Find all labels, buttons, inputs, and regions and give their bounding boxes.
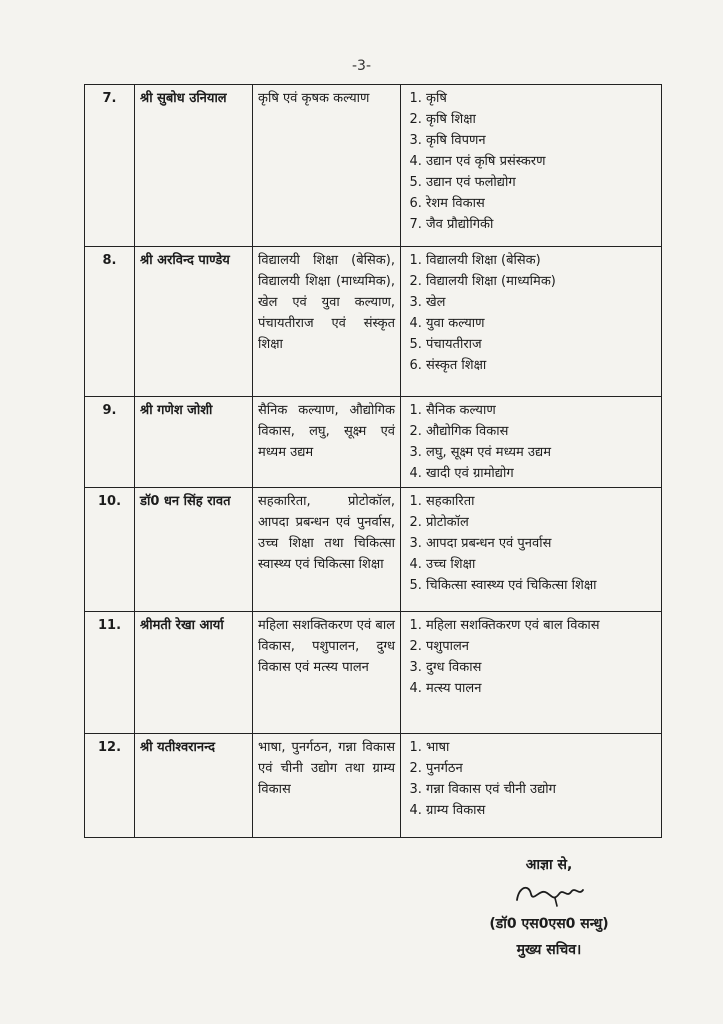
department-summary: भाषा, पुनर्गठन, गन्ना विकास एवं चीनी उद्योग तथा ग्राम्य विकास bbox=[253, 734, 401, 838]
order-text: आज्ञा से, bbox=[525, 857, 573, 873]
list-item: 3. खेल bbox=[426, 292, 656, 313]
list-item: 6. संस्कृत शिक्षा bbox=[426, 355, 656, 376]
department-list-cell bbox=[401, 397, 662, 488]
table-row bbox=[85, 734, 662, 838]
department-list-cell bbox=[401, 247, 662, 397]
list-item: 4. खादी एवं ग्रामोद्योग bbox=[426, 463, 656, 484]
department-list-cell bbox=[401, 734, 662, 838]
list-item: 5. पंचायतीराज bbox=[426, 334, 656, 355]
table-row bbox=[85, 488, 662, 612]
list-item: 3. कृषि विपणन bbox=[426, 130, 656, 151]
signatory-designation: मुख्य सचिव। bbox=[516, 942, 582, 958]
signature-block bbox=[464, 852, 634, 963]
department-list-cell bbox=[401, 612, 662, 734]
list-item: 2. प्रोटोकॉल bbox=[426, 512, 656, 533]
list-item: 3. गन्ना विकास एवं चीनी उद्योग bbox=[426, 779, 656, 800]
minister-name: श्री यतीश्वरानन्द bbox=[135, 734, 253, 838]
list-item: 3. दुग्ध विकास bbox=[426, 657, 656, 678]
list-item: 1. सहकारिता bbox=[426, 491, 656, 512]
list-item: 2. पुनर्गठन bbox=[426, 758, 656, 779]
serial-number: 10. bbox=[85, 488, 135, 612]
page-number: -3- bbox=[351, 58, 371, 74]
list-item: 1. सैनिक कल्याण bbox=[426, 400, 656, 421]
department-list bbox=[406, 491, 656, 596]
table-row bbox=[85, 85, 662, 247]
minister-name: श्री गणेश जोशी bbox=[135, 397, 253, 488]
serial-number: 9. bbox=[85, 397, 135, 488]
department-summary: सैनिक कल्याण, औद्योगिक विकास, लघु, सूक्ष्म एवं मध्यम उद्यम bbox=[253, 397, 401, 488]
list-item: 1. कृषि bbox=[426, 88, 656, 109]
department-list bbox=[406, 250, 656, 376]
serial-number: 11. bbox=[85, 612, 135, 734]
list-item: 4. उच्च शिक्षा bbox=[426, 554, 656, 575]
signatory-name: (डॉ0 एस0एस0 सन्धु) bbox=[489, 916, 609, 932]
list-item: 1. विद्यालयी शिक्षा (बेसिक) bbox=[426, 250, 656, 271]
minister-name: श्री अरविन्द पाण्डेय bbox=[135, 247, 253, 397]
serial-number: 8. bbox=[85, 247, 135, 397]
signature-scribble-icon bbox=[509, 880, 589, 908]
department-list bbox=[406, 400, 656, 484]
department-list-cell bbox=[401, 488, 662, 612]
department-summary: कृषि एवं कृषक कल्याण bbox=[253, 85, 401, 247]
department-summary: महिला सशक्तिकरण एवं बाल विकास, पशुपालन, दुग्ध विकास एवं मत्स्य पालन bbox=[253, 612, 401, 734]
list-item: 4. उद्यान एवं कृषि प्रसंस्करण bbox=[426, 151, 656, 172]
list-item: 2. पशुपालन bbox=[426, 636, 656, 657]
department-list bbox=[406, 615, 656, 699]
department-list-cell bbox=[401, 85, 662, 247]
list-item: 4. मत्स्य पालन bbox=[426, 678, 656, 699]
list-item: 4. युवा कल्याण bbox=[426, 313, 656, 334]
serial-number: 12. bbox=[85, 734, 135, 838]
list-item: 6. रेशम विकास bbox=[426, 193, 656, 214]
department-list bbox=[406, 88, 656, 235]
list-item: 3. आपदा प्रबन्धन एवं पुनर्वास bbox=[426, 533, 656, 554]
list-item: 2. औद्योगिक विकास bbox=[426, 421, 656, 442]
list-item: 1. महिला सशक्तिकरण एवं बाल विकास bbox=[426, 615, 656, 636]
minister-name: डॉ0 धन सिंह रावत bbox=[135, 488, 253, 612]
department-summary: सहकारिता, प्रोटोकॉल, आपदा प्रबन्धन एवं पुनर्वास, उच्च शिक्षा तथा चिकित्सा स्वास्थ्य एवं चिकित्सा शिक्षा bbox=[253, 488, 401, 612]
list-item: 5. उद्यान एवं फलोद्योग bbox=[426, 172, 656, 193]
department-summary: विद्यालयी शिक्षा (बेसिक), विद्यालयी शिक्षा (माध्यमिक), खेल एवं युवा कल्याण, पंचायतीराज एवं संस्कृत शिक्षा bbox=[253, 247, 401, 397]
portfolio-table bbox=[84, 84, 662, 838]
list-item: 3. लघु, सूक्ष्म एवं मध्यम उद्यम bbox=[426, 442, 656, 463]
list-item: 7. जैव प्रौद्योगिकी bbox=[426, 214, 656, 235]
portfolio-table-body bbox=[85, 85, 662, 838]
list-item: 5. चिकित्सा स्वास्थ्य एवं चिकित्सा शिक्षा bbox=[426, 575, 656, 596]
minister-name: श्रीमती रेखा आर्या bbox=[135, 612, 253, 734]
table-row bbox=[85, 247, 662, 397]
list-item: 1. भाषा bbox=[426, 737, 656, 758]
list-item: 2. विद्यालयी शिक्षा (माध्यमिक) bbox=[426, 271, 656, 292]
table-row bbox=[85, 397, 662, 488]
serial-number: 7. bbox=[85, 85, 135, 247]
list-item: 2. कृषि शिक्षा bbox=[426, 109, 656, 130]
list-item: 4. ग्राम्य विकास bbox=[426, 800, 656, 821]
minister-name: श्री सुबोध उनियाल bbox=[135, 85, 253, 247]
table-row bbox=[85, 612, 662, 734]
department-list bbox=[406, 737, 656, 821]
